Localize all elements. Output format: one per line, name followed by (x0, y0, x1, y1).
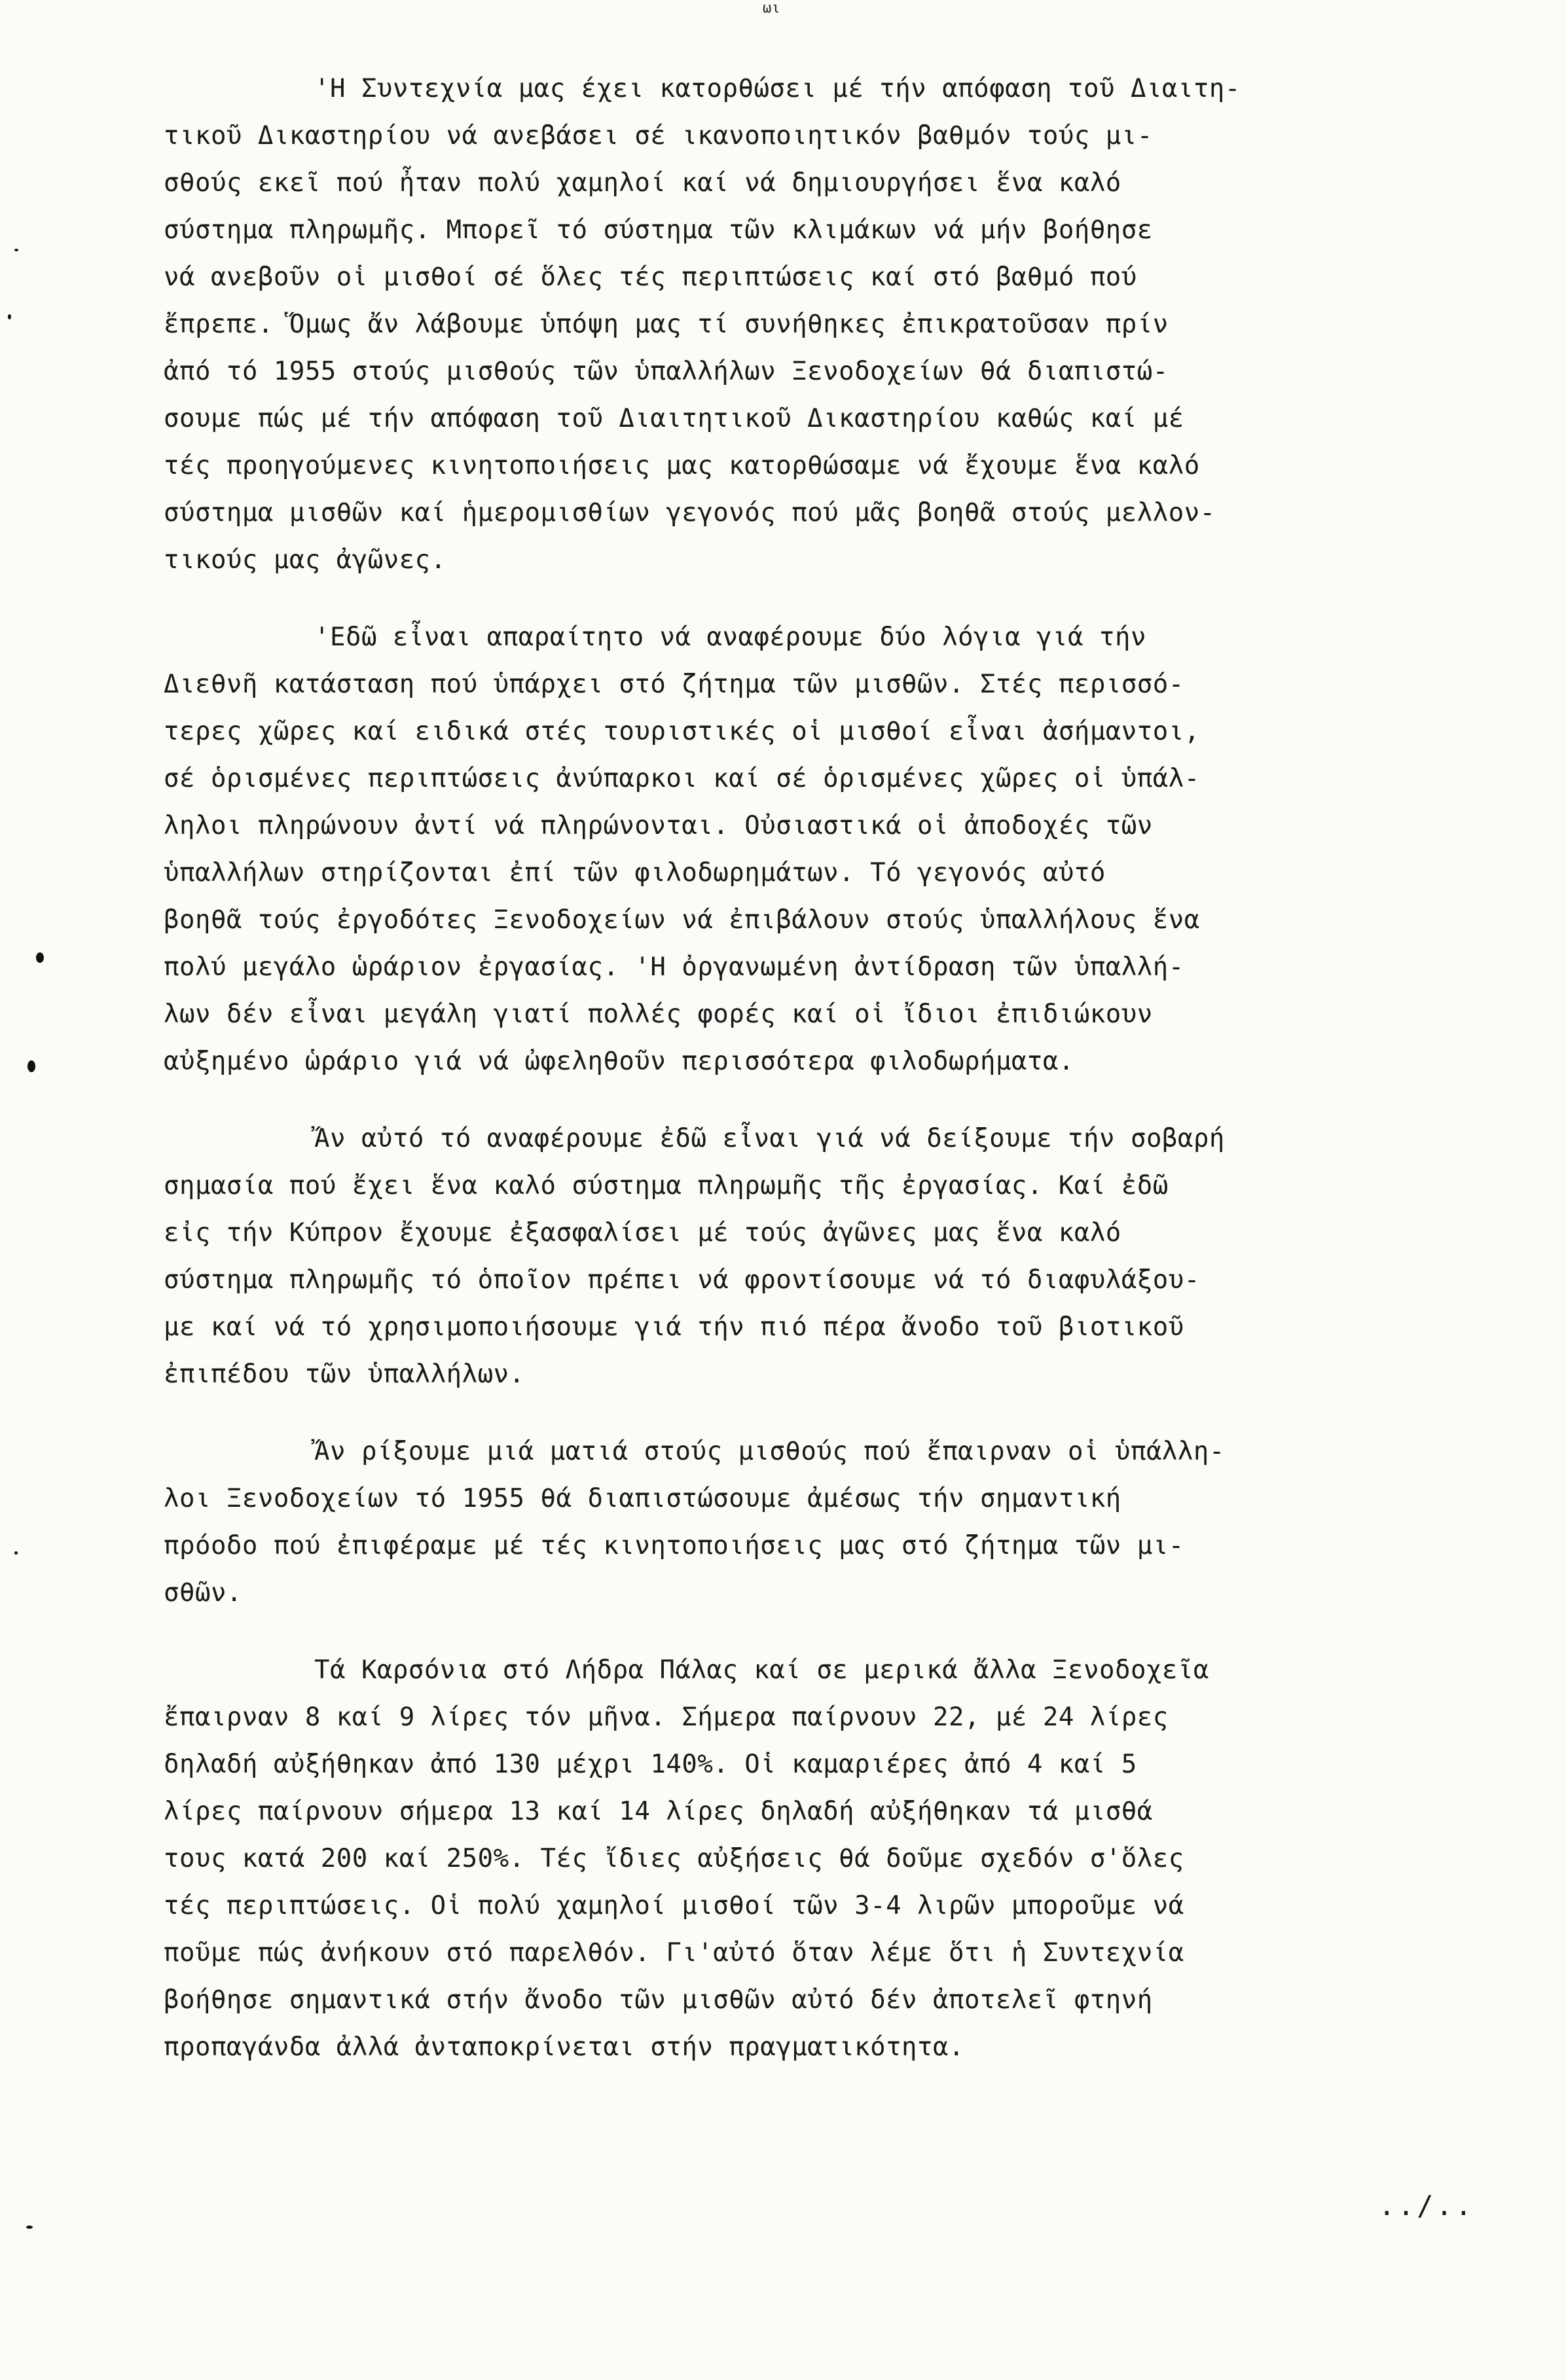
text-line: λων δέν εἶναι μεγάλη γιατί πολλές φορές καί οἱ ἴδιοι ἐπιδιώκουν (164, 1000, 1153, 1029)
text-line: ἔπρεπε. Ὅμως ἄν λάβουμε ὑπόψη μας τί συνήθηκες ἐπικρατοῦσαν πρίν (164, 310, 1169, 339)
text-line: λοι Ξενοδοχείων τό 1955 θά διαπιστώσουμε ἀμέσως τήν σημαντική (164, 1484, 1121, 1513)
text-line: προπαγάνδα ἀλλά ἀνταποκρίνεται στήν πραγματικότητα. (164, 2032, 964, 2062)
paragraph-gap (164, 1617, 1499, 1647)
paragraph-1 (164, 65, 1499, 584)
text-line: τικοῦ Δικαστηρίου νά ανεβάσει σέ ικανοποιητικόν βαθμόν τούς μι- (164, 121, 1153, 151)
scan-speck (8, 314, 11, 319)
text-line: πολύ μεγάλο ὡράριον ἐργασίας. 'Η ὀργανωμένη ἀντίδραση τῶν ὑπαλλή- (164, 952, 1184, 982)
scan-speck (36, 952, 44, 963)
text-line: ἀπό τό 1955 στούς μισθούς τῶν ὑπαλλήλων Ξενοδοχείων θά διαπιστώ- (164, 357, 1169, 386)
paragraph-5 (164, 1647, 1499, 2071)
text-line: 'Η Συντεχνία μας έχει κατορθώσει μέ τήν απόφαση τοῦ Διαιτη- (314, 74, 1241, 103)
text-line: σημασία πού ἔχει ἕνα καλό σύστημα πληρωμῆς τῆς ἐργασίας. Καί ἐδῶ (164, 1171, 1169, 1200)
scan-speck (14, 1551, 18, 1555)
text-line: βοηθᾶ τούς ἐργοδότες Ξενοδοχείων νά ἐπιβάλουν στούς ὑπαλλήλους ἕνα (164, 905, 1200, 935)
text-line: βοήθησε σημαντικά στήν ἄνοδο τῶν μισθῶν αὐτό δέν ἀποτελεῖ φτηνή (164, 1985, 1153, 2015)
text-line: νά ανεβοῦν οἱ μισθοί σέ ὅλες τές περιπτώσεις καί στό βαθμό πού (164, 262, 1137, 292)
text-line: ληλοι πληρώνουν ἀντί νά πληρώνονται. Οὐσιαστικά οἱ ἀποδοχές τῶν (164, 811, 1153, 840)
text-line: εἰς τήν Κύπρον ἔχουμε ἐξασφαλίσει μέ τούς ἀγῶνες μας ἕνα καλό (164, 1218, 1121, 1248)
scan-speck (27, 1060, 35, 1072)
text-line: σύστημα μισθῶν καί ἡμερομισθίων γεγονός πού μᾶς βοηθᾶ στούς μελλον- (164, 498, 1216, 528)
text-line: σθῶν. (164, 1578, 242, 1608)
continuation-mark: ../.. (1378, 2190, 1474, 2222)
document-body (164, 65, 1499, 2071)
text-line: τές προηγούμενες κινητοποιήσεις μας κατορθώσαμε νά ἔχουμε ἕνα καλό (164, 451, 1200, 480)
text-line: ποῦμε πώς ἀνήκουν στό παρελθόν. Γι'αὐτό ὅταν λέμε ὅτι ἡ Συντεχνία (164, 1938, 1184, 1968)
text-line: δηλαδή αὐξήθηκαν ἀπό 130 μέχρι 140%. Οἱ καμαριέρες ἀπό 4 καί 5 (164, 1750, 1137, 1779)
text-line: σθούς εκεῖ πού ἦταν πολύ χαμηλοί καί νά δημιουργήσει ἕνα καλό (164, 168, 1121, 198)
text-line: τές περιπτώσεις. Οἱ πολύ χαμηλοί μισθοί τῶν 3-4 λιρῶν μποροῦμε νά (164, 1891, 1184, 1920)
text-line: σύστημα πληρωμῆς τό ὁποῖον πρέπει νά φροντίσουμε νά τό διαφυλάξου- (164, 1265, 1200, 1295)
text-line: τερες χῶρες καί ειδικά στές τουριστικές οἱ μισθοί εἶναι ἀσήμαντοι, (164, 717, 1200, 746)
text-line: 'Εδῶ εἶναι απαραίτητο νά αναφέρουμε δύο λόγια γιά τήν (314, 622, 1146, 652)
text-line: ὑπαλλήλων στηρίζονται ἐπί τῶν φιλοδωρημάτων. Τό γεγονός αὐτό (164, 858, 1106, 888)
text-line: με καί νά τό χρησιμοποιήσουμε γιά τήν πιό πέρα ἄνοδο τοῦ βιοτικοῦ (164, 1312, 1184, 1342)
paragraph-2 (164, 614, 1499, 1085)
page-top-mark: ωι (763, 0, 780, 16)
scan-speck (26, 2226, 33, 2229)
text-line: ἔπαιρναν 8 καί 9 λίρες τόν μῆνα. Σήμερα παίρνουν 22, μέ 24 λίρες (164, 1703, 1169, 1732)
scan-speck (14, 249, 18, 251)
text-line: σουμε πώς μέ τήν απόφαση τοῦ Διαιτητικοῦ Δικαστηρίου καθώς καί μέ (164, 404, 1184, 433)
paragraph-gap (164, 584, 1499, 614)
text-line: αὐξημένο ὡράριο γιά νά ὠφεληθοῦν περισσότερα φιλοδωρήματα. (164, 1047, 1074, 1076)
text-line: πρόοδο πού ἐπιφέραμε μέ τές κινητοποιήσεις μας στό ζήτημα τῶν μι- (164, 1531, 1184, 1560)
text-line: Τά Καρσόνια στό Λήδρα Πάλας καί σε μερικά ἄλλα Ξενοδοχεῖα (314, 1655, 1209, 1685)
paragraph-gap (164, 1085, 1499, 1115)
text-line: Ἄν αὐτό τό αναφέρουμε ἐδῶ εἶναι γιά νά δείξουμε τήν σοβαρή (314, 1124, 1225, 1153)
paragraph-4 (164, 1428, 1499, 1617)
text-line: Ἄν ρίξουμε μιά ματιά στούς μισθούς πού ἔπαιρναν οἱ ὑπάλλη- (314, 1437, 1225, 1466)
text-line: Διεθνῆ κατάσταση πού ὑπάρχει στό ζήτημα τῶν μισθῶν. Στές περισσό- (164, 670, 1184, 699)
text-line: σέ ὁρισμένες περιπτώσεις ἀνύπαρκοι καί σέ ὁρισμένες χῶρες οἱ ὑπάλ- (164, 764, 1200, 793)
paragraph-gap (164, 1398, 1499, 1428)
text-line: σύστημα πληρωμῆς. Μπορεῖ τό σύστημα τῶν κλιμάκων νά μήν βοήθησε (164, 215, 1153, 245)
text-line: τους κατά 200 καί 250%. Τές ἴδιες αὐξήσεις θά δοῦμε σχεδόν σ'ὅλες (164, 1844, 1184, 1873)
paragraph-3 (164, 1115, 1499, 1398)
text-line: τικούς μας ἀγῶνες. (164, 545, 446, 575)
text-line: ἐπιπέδου τῶν ὑπαλλήλων. (164, 1360, 525, 1389)
text-line: λίρες παίρνουν σήμερα 13 καί 14 λίρες δηλαδή αὐξήθηκαν τά μισθά (164, 1797, 1153, 1826)
